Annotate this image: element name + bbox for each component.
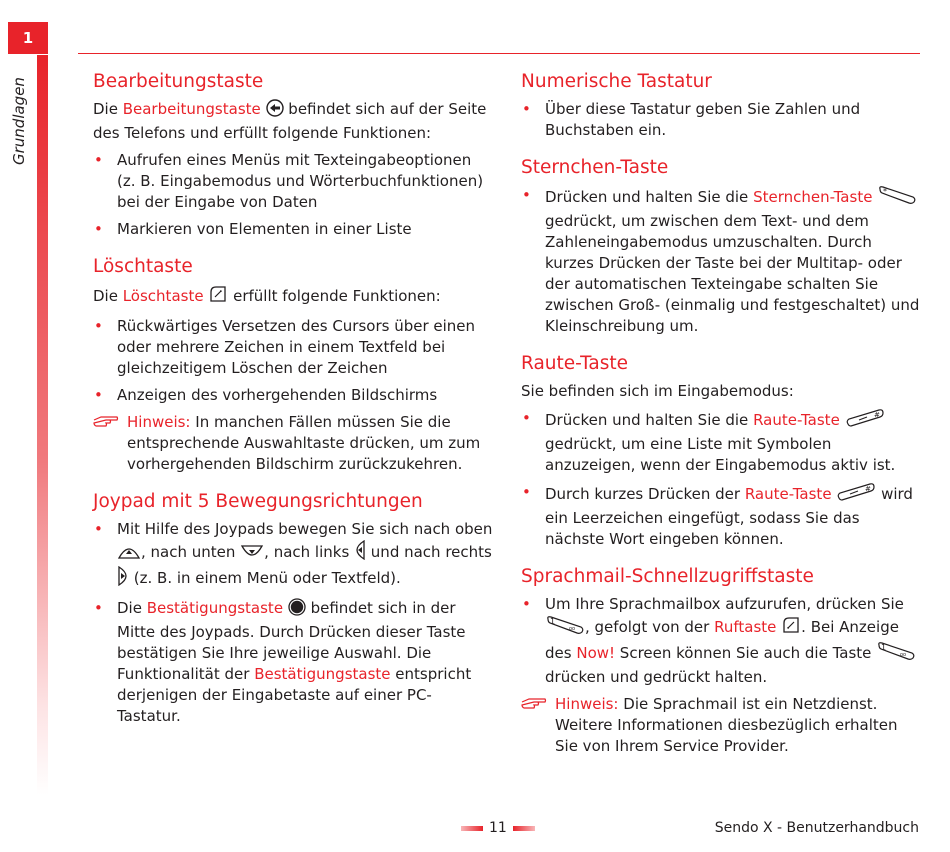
- svg-text:*: *: [883, 187, 888, 196]
- edit-key-list: [93, 150, 493, 240]
- joypad-down-icon: [240, 544, 264, 566]
- call-key-icon: [781, 615, 801, 641]
- list-item: • Um Ihre Sprachmailbox aufzurufen, drücken Sie 1 oo , gefolgt von der Ruftaste . Bei Anzeige des Now! Screen können Sie auch die Taste 1 oo drücken und gedrückt halten.: [521, 594, 921, 688]
- note-voicemail: Hinweis: Die Sprachmail ist ein Netzdienst. Weitere Informationen diesbezüglich erhalten Sie von Ihrem Service Provider.: [521, 694, 921, 757]
- heading-joypad: Joypad mit 5 Bewegungsrichtungen: [93, 491, 423, 512]
- voicemail-key-icon: [545, 615, 585, 641]
- confirm-key-icon: [288, 598, 306, 622]
- list-item: • Durch kurzes Drücken der Raute-Taste # wird ein Leerzeichen eingefügt, sodass Sie das nächste Wort eingeben können.: [521, 482, 921, 550]
- voicemail-list: [521, 594, 921, 688]
- svg-text:1: 1: [881, 643, 887, 652]
- star-key-icon: [877, 185, 917, 211]
- header-rule: [78, 53, 920, 54]
- svg-text:#: #: [873, 411, 880, 419]
- list-item: • Markieren von Elementen in einer Liste: [93, 219, 493, 240]
- right-column: [521, 70, 921, 772]
- delete-key-icon: [208, 284, 228, 310]
- list-item: • Über diese Tastatur geben Sie Zahlen und Buchstaben ein.: [521, 99, 921, 141]
- list-item: • Die Bestätigungstaste befindet sich in der Mitte des Joypads. Durch Drücken dieser Taste bestätigen Sie Ihre jeweilige Auswahl. Die Funktionalität der Bestätigungstaste entspricht derjenigen der Eingabetaste auf einer PC-Tastatur.: [93, 598, 493, 727]
- list-item: • Aufrufen eines Menüs mit Texteingabeoptionen (z. B. Eingabemodus und Wörterbuchfunktionen) bei der Eingabe von Daten: [93, 150, 493, 213]
- pointing-hand-icon: [521, 696, 547, 717]
- heading-delete-key: Löschtaste: [93, 256, 193, 277]
- edit-key-icon: [266, 99, 284, 123]
- list-item: • Mit Hilfe des Joypads bewegen Sie sich nach oben , nach unten , nach links und nach rechts (z. B. in einem Menü oder Textfeld).: [93, 519, 493, 592]
- chapter-label: Grundlagen: [10, 77, 28, 165]
- section-voicemail-key: [521, 565, 921, 757]
- hash-list: [521, 408, 921, 550]
- edit-key-intro: Die Bearbeitungstaste befindet sich auf der Seite des Telefons und erfüllt folgende Funktionen:: [93, 100, 487, 142]
- hash-key-icon: [845, 408, 885, 434]
- page-number-bar-left: [461, 826, 483, 831]
- delete-key-list: [93, 316, 493, 406]
- page-number-bar-right: [513, 826, 535, 831]
- section-joypad: [93, 490, 493, 727]
- star-list: [521, 185, 921, 337]
- chapter-number-tab: 1: [8, 22, 48, 54]
- page-number: 11: [461, 818, 535, 838]
- list-item: • Rückwärtiges Versetzen des Cursors über einen oder mehrere Zeichen in einem Textfeld bei gleichzeitigem Löschen der Zeichen: [93, 316, 493, 379]
- hash-key-icon: [836, 482, 876, 508]
- joypad-right-icon: [117, 566, 129, 592]
- footer-title: Sendo X - Benutzerhandbuch: [714, 820, 919, 836]
- joypad-left-icon: [354, 540, 366, 566]
- joypad-up-icon: [117, 544, 141, 566]
- heading-voicemail-key: Sprachmail-Schnellzugriffstaste: [521, 566, 814, 587]
- note-delete-key: Hinweis: In manchen Fällen müssen Sie die entsprechende Auswahltaste drücken, um zum vorhergehenden Bildschirm zurückzukehren.: [93, 412, 493, 475]
- list-item: • Drücken und halten Sie die Raute-Taste # gedrückt, um eine Liste mit Symbolen anzuzeigen, wenn der Eingabemodus aktiv ist.: [521, 408, 921, 476]
- section-hash-key: [521, 352, 921, 550]
- section-numeric-keypad: [521, 70, 921, 141]
- hash-intro: Sie befinden sich im Eingabemodus:: [521, 382, 794, 400]
- chapter-color-bar: [37, 55, 48, 795]
- numeric-list: [521, 99, 921, 141]
- svg-text:oo: oo: [569, 626, 576, 632]
- section-edit-key: [93, 70, 493, 240]
- left-column: [93, 70, 493, 742]
- delete-key-intro: Die Löschtaste erfüllt folgende Funktionen:: [93, 284, 493, 310]
- section-star-key: [521, 156, 921, 337]
- list-item: • Drücken und halten Sie die Sternchen-Taste * gedrückt, um zwischen dem Text- und dem Zahleneingabemodus umzuschalten. Durch kurzes Drücken der Taste bei der Multitap- oder der automatischen Texteingabe schalten Sie zwischen Groß- (einmalig und festgeschaltet) und Kleinschreibung um.: [521, 185, 921, 337]
- joypad-list: [93, 519, 493, 727]
- svg-text:#: #: [865, 485, 872, 493]
- pointing-hand-icon: [93, 414, 119, 435]
- heading-edit-key: Bearbeitungstaste: [93, 71, 264, 92]
- list-item: • Anzeigen des vorhergehenden Bildschirms: [93, 385, 493, 406]
- heading-numeric-keypad: Numerische Tastatur: [521, 71, 712, 92]
- heading-hash-key: Raute-Taste: [521, 353, 628, 374]
- voicemail-key-icon: [876, 641, 916, 667]
- svg-text:1: 1: [550, 617, 556, 626]
- chapter-sidebar: [0, 0, 48, 852]
- heading-star-key: Sternchen-Taste: [521, 157, 669, 178]
- svg-text:oo: oo: [900, 652, 907, 658]
- section-delete-key: [93, 255, 493, 475]
